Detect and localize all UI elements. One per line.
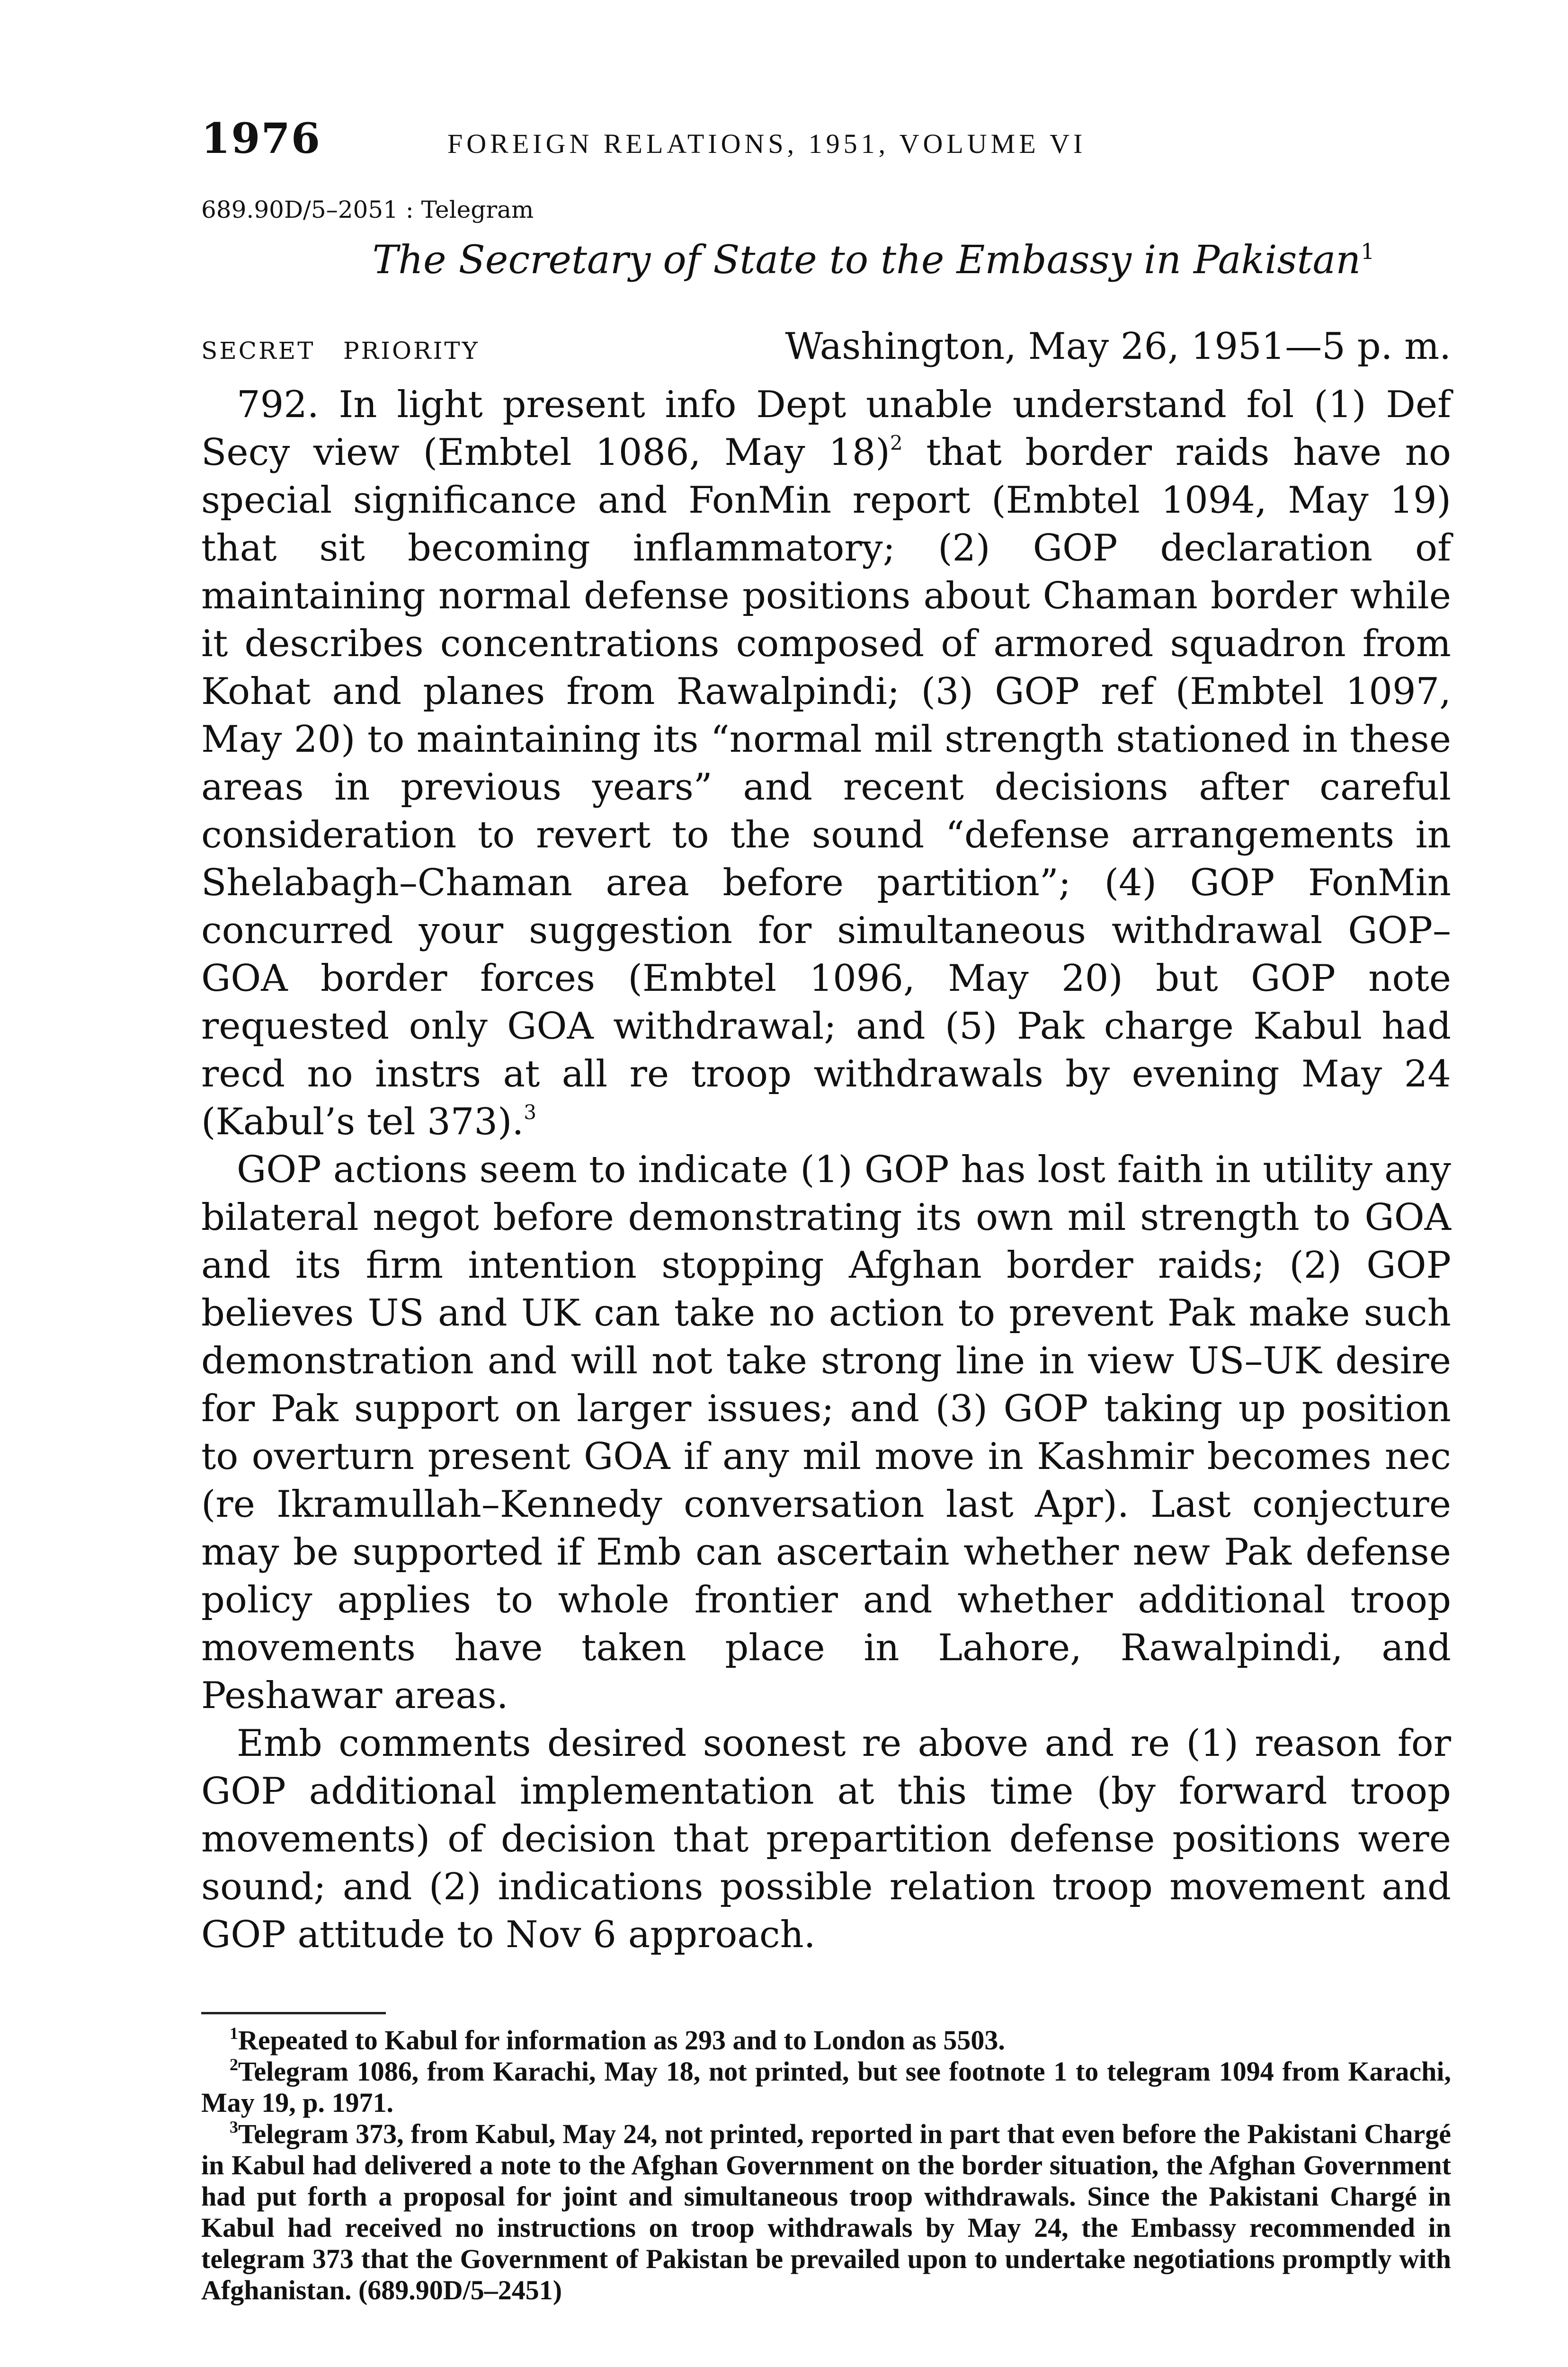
paragraph-text: that border raids have no special significance and FonMin report (Embtel 1094, May 19) that sit becoming inflammatory; (2) GOP declaration of maintaining normal defense positions about Chaman border while it describes concentrations composed of armored squadron from Kohat and planes from Rawalpindi; (3) GOP ref (Embtel 1097, May 20) to maintaining its “normal mil strength stationed in these areas in previous years” and recent decisions after careful consideration to revert to the sound “defense arrangements in Shelabagh–Chaman area before partition”; (4) GOP FonMin concurred your suggestion for simultaneous withdrawal GOP–GOA border forces (Embtel 1096, May 20) but GOP note requested only GOA withdrawal; and (5) Pak charge Kabul had recd no instrs at all re troop withdrawals by evening May 24 (Kabul’s tel 373). xyxy=(201,431,1451,1143)
footnote-text: Telegram 1086, from Karachi, May 18, not printed, but see footnote 1 to telegram 1094 from Karachi, May 19, p. 1971. xyxy=(201,2056,1451,2118)
document-title-text: The Secretary of State to the Embassy in Pakistan xyxy=(372,238,1361,283)
footnote-2 xyxy=(201,2056,1451,2118)
footnote-text: Repeated to Kabul for information as 293 and to London as 5503. xyxy=(238,2025,1005,2056)
footnote-ref: 1 xyxy=(1361,239,1375,264)
dateline xyxy=(201,325,1451,368)
page-content xyxy=(201,114,1451,2306)
body-paragraph-3: Emb comments desired soonest re above and re (1) reason for GOP additional implementation at this time (by forward troop movements) of decision that prepartition defense positions were sound; and (2) indications possible relation troop movement and GOP attitude to Nov 6 approach. xyxy=(201,1722,1451,1956)
file-reference: 689.90D/5–2051 : Telegram xyxy=(201,196,534,223)
paragraph-text: 792. In light present info Dept unable understand fol (1) Def Secy view (Embtel 1086, May 18) xyxy=(201,383,1451,474)
footnote-ref: 3 xyxy=(524,1101,537,1124)
document-title xyxy=(201,238,1451,283)
footnote-mark: 3 xyxy=(230,2118,238,2136)
classification: SECRET xyxy=(201,337,315,365)
page-number: 1976 xyxy=(201,114,321,163)
running-head xyxy=(201,114,1451,163)
footnote-mark: 1 xyxy=(230,2024,238,2043)
priority: PRIORITY xyxy=(343,337,480,365)
place-date: Washington, May 26, 1951—5 p. m. xyxy=(785,325,1451,368)
footnote-text: Telegram 373, from Kabul, May 24, not printed, reported in part that even before the Pakistani Chargé in Kabul had delivered a note to the Afghan Government on the border situation, the Afghan Government had put forth a proposal for joint and simultaneous troop withdrawals. Since the Pakistani Chargé in Kabul had received no instructions on troop withdrawals by May 24, the Embassy recommended in telegram 373 that the Government of Pakistan be prevailed upon to undertake negotiations promptly with Afghanistan. (689.90D/5–2451) xyxy=(201,2118,1451,2305)
footnote-mark: 2 xyxy=(230,2055,238,2074)
footnote-ref: 2 xyxy=(890,431,903,454)
footnote-1 xyxy=(201,2025,1451,2056)
body-paragraph-1 xyxy=(201,381,1451,1146)
footnote-3 xyxy=(201,2118,1451,2306)
body-paragraph-2: GOP actions seem to indicate (1) GOP has lost faith in utility any bilateral negot before demonstrating its own mil strength to GOA and its firm intention stopping Afghan border raids; (2) GOP believes US and UK can take no action to prevent Pak make such demonstration and will not take strong line in view US–UK desire for Pak support on larger issues; and (3) GOP taking up position to overturn present GOA if any mil move in Kashmir becomes nec (re Ikramullah–Kennedy conversation last Apr). Last conjecture may be supported if Emb can ascertain whether new Pak defense policy applies to whole frontier and whether additional troop movements have taken place in Lahore, Rawalpindi, and Peshawar areas. xyxy=(201,1148,1451,1717)
running-title: FOREIGN RELATIONS, 1951, VOLUME VI xyxy=(447,128,1087,159)
footnote-divider xyxy=(201,2012,386,2014)
